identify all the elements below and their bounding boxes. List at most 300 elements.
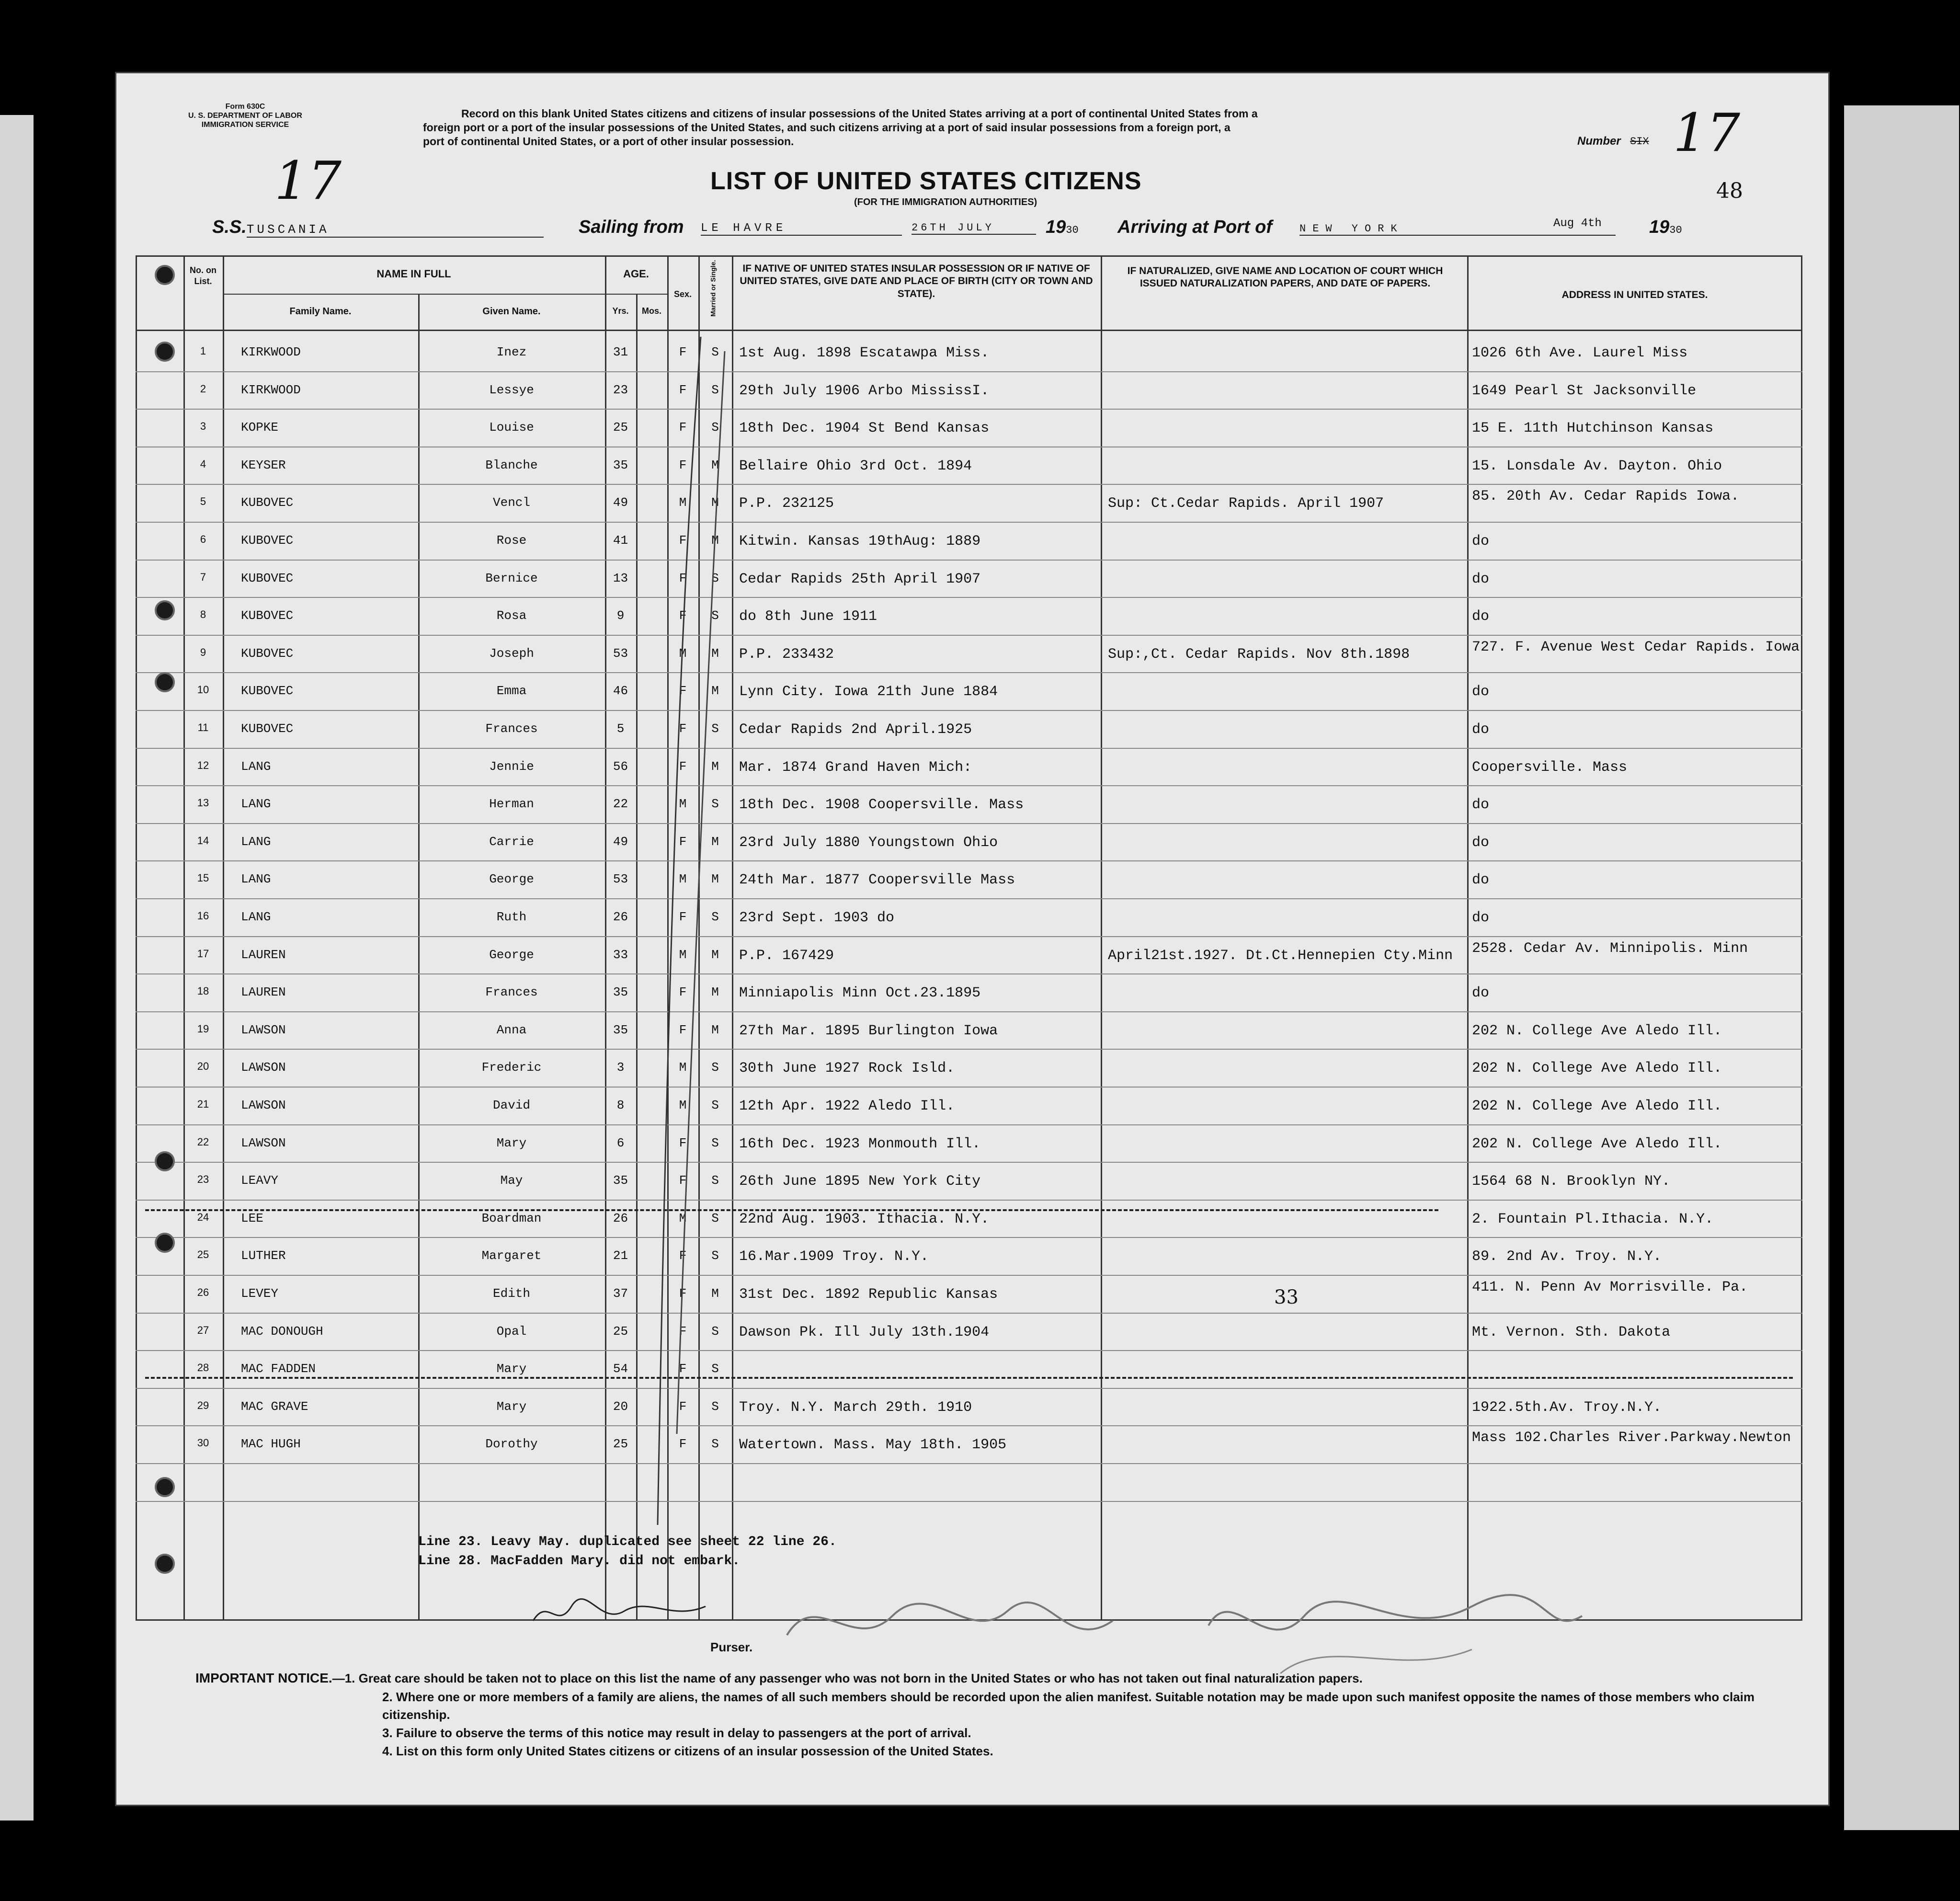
cell-given: Edith xyxy=(492,1286,530,1301)
row-rule xyxy=(136,973,1802,974)
cell-addr: 727. F. Avenue West Cedar Rapids. Iowa xyxy=(1472,639,1800,655)
cell-addr: 1649 Pearl St Jacksonville xyxy=(1472,382,1697,399)
right-page-edge xyxy=(1844,105,1959,1830)
cell-addr: do xyxy=(1472,872,1490,889)
row-rule xyxy=(136,409,1802,410)
binder-hole xyxy=(155,600,175,620)
cell-yrs: 21 xyxy=(613,1248,628,1263)
cell-yrs: 53 xyxy=(613,872,628,887)
cell-yrs: 56 xyxy=(613,759,628,774)
cell-addr: 89. 2nd Av. Troy. N.Y. xyxy=(1472,1248,1662,1265)
year-prefix: 19 xyxy=(1649,217,1670,237)
cell-yrs: 26 xyxy=(613,1211,628,1225)
cell-sex: F xyxy=(679,1173,687,1188)
cell-addr: 2528. Cedar Av. Minnipolis. Minn xyxy=(1472,940,1748,957)
cell-family: LANG xyxy=(241,759,271,774)
cell-sex: F xyxy=(679,533,687,548)
check-marks xyxy=(643,332,758,1530)
col-divider xyxy=(636,294,638,1621)
col-divider xyxy=(1467,255,1469,1621)
cell-given: May xyxy=(500,1173,523,1188)
header-yrs: Yrs. xyxy=(612,306,629,316)
cell-given: Vencl xyxy=(492,495,530,510)
cell-ms: S xyxy=(711,1437,719,1452)
notice-line-1 xyxy=(195,1669,1814,1688)
cell-yrs: 35 xyxy=(613,1022,628,1037)
cell-yrs: 35 xyxy=(613,458,628,472)
header-bottom xyxy=(136,330,1802,331)
cell-yrs: 13 xyxy=(613,571,628,585)
row-rule xyxy=(136,672,1802,673)
cell-ms: S xyxy=(711,721,719,736)
sail-year-value: 30 xyxy=(1066,224,1079,236)
cell-birth: Minniapolis Minn Oct.23.1895 xyxy=(739,985,981,1002)
cell-nat: Sup: Ct.Cedar Rapids. April 1907 xyxy=(1108,495,1384,512)
arrival-date: Aug 4th xyxy=(1553,217,1602,230)
cell-birth: Watertown. Mass. May 18th. 1905 xyxy=(739,1437,1007,1454)
cell-family: LUTHER xyxy=(241,1248,286,1263)
cell-family: MAC FADDEN xyxy=(241,1362,316,1376)
cell-sex: F xyxy=(679,608,687,623)
check-mark-stroke xyxy=(658,337,701,1525)
cell-given: Mary xyxy=(496,1362,527,1376)
cell-no: 16 xyxy=(197,910,209,922)
row-rule xyxy=(136,1124,1802,1125)
cell-birth: P.P. 167429 xyxy=(739,947,834,964)
cell-ms: M xyxy=(711,759,719,774)
cell-given: Anna xyxy=(496,1022,527,1037)
signature-stroke xyxy=(1208,1595,1582,1630)
row-rule xyxy=(136,1087,1802,1088)
cell-yrs: 46 xyxy=(613,684,628,699)
cell-family: LAWSON xyxy=(241,1022,286,1037)
cell-ms: M xyxy=(711,533,719,548)
cell-no: 25 xyxy=(197,1248,209,1261)
cell-ms: M xyxy=(711,684,719,699)
row-rule xyxy=(136,710,1802,711)
cell-no: 17 xyxy=(197,947,209,960)
cell-family: KEYSER xyxy=(241,458,286,472)
cell-no: 19 xyxy=(197,1022,209,1035)
col-divider xyxy=(223,255,224,1621)
cell-given: David xyxy=(492,1098,530,1112)
cell-birth: 18th Dec. 1904 St Bend Kansas xyxy=(739,420,990,437)
cell-yrs: 54 xyxy=(613,1362,628,1376)
cell-nat: Sup:,Ct. Cedar Rapids. Nov 8th.1898 xyxy=(1108,646,1410,663)
cell-given: Blanche xyxy=(485,458,538,472)
cell-sex: M xyxy=(679,1060,687,1075)
cell-family: LAUREN xyxy=(241,985,286,1000)
cell-family: MAC GRAVE xyxy=(241,1399,308,1414)
cell-birth: 29th July 1906 Arbo MississI. xyxy=(739,382,990,399)
cell-birth: 16.Mar.1909 Troy. N.Y. xyxy=(739,1248,929,1265)
arrival-port: NEW YORK xyxy=(1299,223,1616,236)
cell-yrs: 25 xyxy=(613,1324,628,1339)
header-married-single: Married or Single. xyxy=(709,260,717,317)
cell-nat: April21st.1927. Dt.Ct.Hennepien Cty.Minn xyxy=(1108,947,1453,964)
cell-given: Jennie xyxy=(489,759,534,774)
cell-birth: 23rd July 1880 Youngstown Ohio xyxy=(739,834,998,851)
cell-addr: 202 N. College Ave Aledo Ill. xyxy=(1472,1022,1722,1039)
cell-addr: Coopersville. Mass xyxy=(1472,759,1628,776)
cell-given: Mary xyxy=(496,1399,527,1414)
cell-given: Frances xyxy=(485,985,538,1000)
cell-birth: Lynn City. Iowa 21th June 1884 xyxy=(739,684,998,700)
cell-given: George xyxy=(489,947,534,962)
cell-yrs: 41 xyxy=(613,533,628,548)
cell-yrs: 5 xyxy=(616,721,625,736)
cell-family: LANG xyxy=(241,797,271,812)
cell-family: KUBOVEC xyxy=(241,571,294,585)
cell-sex: F xyxy=(679,910,687,924)
from-port: LE HAVRE xyxy=(701,222,902,236)
cell-addr: Mass 102.Charles River.Parkway.Newton xyxy=(1472,1430,1791,1446)
form-id-block xyxy=(188,102,302,130)
cell-family: LEAVY xyxy=(241,1173,279,1188)
cell-birth: 22nd Aug. 1903. Ithacia. N.Y. xyxy=(739,1211,990,1227)
cell-addr: 202 N. College Ave Aledo Ill. xyxy=(1472,1098,1722,1114)
ship-label: S.S. xyxy=(212,217,247,237)
cell-sex: M xyxy=(679,947,687,962)
cell-sex: M xyxy=(679,495,687,510)
cell-addr: do xyxy=(1472,721,1490,738)
cell-no: 10 xyxy=(197,684,209,696)
cell-no: 13 xyxy=(197,797,209,809)
list-subtitle: (FOR THE IMMIGRATION AUTHORITIES) xyxy=(854,197,1037,207)
notice-item-4: 4. List on this form only United States citizens or citizens of an insular possession of the United States. xyxy=(382,1743,993,1758)
cell-ms: S xyxy=(711,1362,719,1376)
cell-no: 3 xyxy=(200,420,206,433)
header-no: No. on List. xyxy=(190,265,217,286)
cell-family: KUBOVEC xyxy=(241,684,294,699)
header-mos: Mos. xyxy=(641,306,661,316)
left-page-edge xyxy=(0,115,34,1821)
row-rule xyxy=(136,635,1802,636)
cell-given: Frances xyxy=(485,721,538,736)
cell-no: 21 xyxy=(197,1098,209,1110)
cell-given: Frederic xyxy=(481,1060,542,1075)
cell-given: Inez xyxy=(496,345,527,359)
cell-no: 23 xyxy=(197,1173,209,1186)
cell-sex: F xyxy=(679,1135,687,1150)
cell-sex: F xyxy=(679,382,687,397)
cell-ms: S xyxy=(711,382,719,397)
cell-birth: Bellaire Ohio 3rd Oct. 1894 xyxy=(739,458,972,474)
cell-no: 27 xyxy=(197,1324,209,1336)
cell-no: 2 xyxy=(200,382,206,395)
instruction-line: foreign port or a port of the insular possessions of the United States, and such citizens arriving at a port of said insular possessions from a foreign port, a xyxy=(423,121,1231,134)
cell-yrs: 35 xyxy=(613,985,628,1000)
cell-sex: F xyxy=(679,759,687,774)
number-label: Number xyxy=(1577,135,1621,148)
cell-no: 28 xyxy=(197,1362,209,1374)
cell-birth: 12th Apr. 1922 Aledo Ill. xyxy=(739,1098,955,1114)
cell-ms: M xyxy=(711,872,719,887)
cell-given: Ruth xyxy=(496,910,527,924)
cell-given: Bernice xyxy=(485,571,538,585)
cell-no: 6 xyxy=(200,533,206,545)
header-family-name: Family Name. xyxy=(289,306,352,317)
cell-no: 22 xyxy=(197,1135,209,1148)
row-rule xyxy=(136,597,1802,598)
cell-sex: F xyxy=(679,420,687,435)
cell-no: 29 xyxy=(197,1399,209,1411)
cell-no: 4 xyxy=(200,458,206,470)
cell-ms: S xyxy=(711,1211,719,1225)
cell-birth: Troy. N.Y. March 29th. 1910 xyxy=(739,1399,972,1416)
row-rule xyxy=(136,1200,1802,1201)
cell-no: 30 xyxy=(197,1437,209,1449)
cell-family: KIRKWOOD xyxy=(241,382,301,397)
number-handwritten: 17 xyxy=(1673,102,1740,163)
cell-given: Rose xyxy=(496,533,527,548)
cell-addr: do xyxy=(1472,684,1490,700)
cell-family: KUBOVEC xyxy=(241,721,294,736)
cell-given: Lessye xyxy=(489,382,534,397)
row-rule xyxy=(136,1313,1802,1314)
row-rule xyxy=(136,1237,1802,1238)
cell-ms: M xyxy=(711,495,719,510)
cell-family: KUBOVEC xyxy=(241,533,294,548)
notice-item-2: 2. Where one or more members of a family are aliens, the names of all such members should be recorded upon the alien manifest. Suitable notation may be made upon such manifest opposite the names of those members who claim citizenship. xyxy=(382,1689,1755,1722)
cell-addr: do xyxy=(1472,533,1490,550)
binder-hole xyxy=(155,1151,175,1171)
cell-yrs: 23 xyxy=(613,382,628,397)
cell-given: Louise xyxy=(489,420,534,435)
cell-addr: 202 N. College Ave Aledo Ill. xyxy=(1472,1135,1722,1152)
header-age: AGE. xyxy=(623,268,649,280)
cell-sex: F xyxy=(679,345,687,359)
important-notice xyxy=(195,1669,1814,1760)
cell-yrs: 22 xyxy=(613,797,628,812)
cell-no: 8 xyxy=(200,608,206,621)
cell-ms: S xyxy=(711,345,719,359)
row-rule xyxy=(136,1463,1802,1464)
col-divider xyxy=(1101,255,1102,1621)
cell-family: LANG xyxy=(241,872,271,887)
cell-family: LAWSON xyxy=(241,1135,286,1150)
row-rule xyxy=(136,1501,1802,1502)
cell-addr: 411. N. Penn Av Morrisville. Pa. xyxy=(1472,1280,1748,1295)
cell-ms: S xyxy=(711,1135,719,1150)
header-birth: IF NATIVE OF UNITED STATES INSULAR POSSESSION OR IF NATIVE OF UNITED STATES, GIVE DATE AND PLACE OF BIRTH (CITY OR TOWN AND STATE). xyxy=(740,263,1093,299)
cell-birth: 1st Aug. 1898 Escatawpa Miss. xyxy=(739,345,990,361)
row-rule xyxy=(136,484,1802,485)
service-name: IMMIGRATION SERVICE xyxy=(201,121,289,129)
cell-given: Dorothy xyxy=(485,1437,538,1452)
cancel-line-row-28 xyxy=(145,1377,1793,1379)
number-printed: SIX xyxy=(1630,136,1649,148)
cell-addr: 1026 6th Ave. Laurel Miss xyxy=(1472,345,1688,361)
manifest-page xyxy=(115,72,1830,1806)
cell-sex: F xyxy=(679,571,687,585)
cell-yrs: 26 xyxy=(613,910,628,924)
cell-no: 15 xyxy=(197,872,209,884)
cell-birth: 26th June 1895 New York City xyxy=(739,1173,981,1190)
sail-year xyxy=(1046,217,1079,238)
cell-yrs: 35 xyxy=(613,1173,628,1188)
arriving-label: Arriving at Port of xyxy=(1117,217,1273,237)
header-name-in-full: NAME IN FULL xyxy=(376,268,451,280)
purser-signature xyxy=(528,1592,710,1635)
cell-yrs: 20 xyxy=(613,1399,628,1414)
cell-family: KUBOVEC xyxy=(241,646,294,661)
cell-sex: F xyxy=(679,458,687,472)
cell-family: MAC DONOUGH xyxy=(241,1324,323,1339)
cell-addr: 202 N. College Ave Aledo Ill. xyxy=(1472,1060,1722,1077)
binder-hole xyxy=(155,265,175,285)
cell-addr: 85. 20th Av. Cedar Rapids Iowa. xyxy=(1472,489,1740,505)
row-rule xyxy=(136,1388,1802,1389)
cell-ms: M xyxy=(711,1022,719,1037)
signature-stroke xyxy=(533,1599,706,1621)
cell-sex: F xyxy=(679,1324,687,1339)
cell-sex: F xyxy=(679,1286,687,1301)
cell-birth: 27th Mar. 1895 Burlington Iowa xyxy=(739,1022,998,1039)
header-sex: Sex. xyxy=(673,289,692,299)
sailing-label: Sailing from xyxy=(579,217,684,237)
cell-yrs: 25 xyxy=(613,1437,628,1452)
cell-family: KUBOVEC xyxy=(241,495,294,510)
cell-birth: Dawson Pk. Ill July 13th.1904 xyxy=(739,1324,990,1340)
ship-name: TUSCANIA xyxy=(247,222,544,238)
col-divider xyxy=(418,294,420,1621)
notice-item-1: —1. Great care should be taken not to place on this list the name of any passenger who was not born in the United States or who has not taken out final naturalization papers. xyxy=(332,1671,1363,1685)
cell-no: 1 xyxy=(200,345,206,357)
voyage-line xyxy=(212,217,544,238)
binder-hole xyxy=(155,1477,175,1497)
cell-addr: do xyxy=(1472,910,1490,926)
arrival-year-value: 30 xyxy=(1669,224,1682,236)
header-naturalized: IF NATURALIZED, GIVE NAME AND LOCATION OF COURT WHICH ISSUED NATURALIZATION PAPERS, AND DATE OF PAPERS. xyxy=(1127,265,1443,289)
cell-birth: 30th June 1927 Rock Isld. xyxy=(739,1060,955,1077)
cell-addr: 2. Fountain Pl.Ithacia. N.Y. xyxy=(1472,1211,1714,1227)
binder-hole xyxy=(155,342,175,362)
cell-yrs: 8 xyxy=(616,1098,625,1112)
cell-no: 7 xyxy=(200,571,206,583)
cell-given: Carrie xyxy=(489,834,534,849)
cell-family: LANG xyxy=(241,834,271,849)
cell-birth: Cedar Rapids 2nd April.1925 xyxy=(739,721,972,738)
cell-ms: M xyxy=(711,985,719,1000)
cell-addr: 15 E. 11th Hutchinson Kansas xyxy=(1472,420,1714,437)
cancel-line-row-23 xyxy=(145,1209,1438,1211)
cell-addr: do xyxy=(1472,797,1490,813)
cell-given: Boardman xyxy=(481,1211,542,1225)
cell-no: 14 xyxy=(197,834,209,847)
cell-no: 18 xyxy=(197,985,209,997)
notice-label: IMPORTANT NOTICE. xyxy=(195,1671,332,1685)
instructions-block xyxy=(423,107,1258,148)
cell-yrs: 9 xyxy=(616,608,625,623)
row-rule xyxy=(136,936,1802,937)
cell-ms: S xyxy=(711,1324,719,1339)
cell-no: 11 xyxy=(197,721,209,733)
cell-no: 24 xyxy=(197,1211,209,1223)
row-rule xyxy=(136,1425,1802,1426)
cell-birth: do 8th June 1911 xyxy=(739,608,877,625)
cell-addr: do xyxy=(1472,985,1490,1002)
binder-hole xyxy=(155,672,175,692)
cell-ms: M xyxy=(711,834,719,849)
cell-ms: S xyxy=(711,1173,719,1188)
cell-family: LAWSON xyxy=(241,1060,286,1075)
cell-family: KIRKWOOD xyxy=(241,345,301,359)
header-divider xyxy=(223,294,667,295)
footnote-1: Line 23. Leavy May. duplicated see sheet 22 line 26. xyxy=(418,1535,837,1549)
cell-given: Margaret xyxy=(481,1248,542,1263)
sail-date: 26TH JULY xyxy=(912,222,1036,235)
cell-given: Emma xyxy=(496,684,527,699)
cell-ms: S xyxy=(711,797,719,812)
cell-birth: 23rd Sept. 1903 do xyxy=(739,910,895,926)
cell-family: MAC HUGH xyxy=(241,1437,301,1452)
department-name: U. S. DEPARTMENT OF LABOR xyxy=(188,112,302,120)
cell-sex: F xyxy=(679,721,687,736)
cell-family: LEVEY xyxy=(241,1286,279,1301)
notice-item-3: 3. Failure to observe the terms of this notice may result in delay to passengers at the port of arrival. xyxy=(382,1725,971,1740)
cell-birth: 31st Dec. 1892 Republic Kansas xyxy=(739,1286,998,1303)
row-rule xyxy=(136,1350,1802,1351)
cell-given: Joseph xyxy=(489,646,534,661)
cell-addr: do xyxy=(1472,834,1490,851)
cell-given: Mary xyxy=(496,1135,527,1150)
cell-family: LANG xyxy=(241,910,271,924)
cell-addr: 1564 68 N. Brooklyn NY. xyxy=(1472,1173,1671,1190)
cell-addr: do xyxy=(1472,608,1490,625)
row-rule xyxy=(136,785,1802,786)
cell-addr: 15. Lonsdale Av. Dayton. Ohio xyxy=(1472,458,1722,474)
row-rule xyxy=(136,748,1802,749)
cell-family: KUBOVEC xyxy=(241,608,294,623)
cell-sex: F xyxy=(679,1399,687,1414)
cell-family: LEE xyxy=(241,1211,263,1225)
cell-sex: F xyxy=(679,985,687,1000)
cell-yrs: 49 xyxy=(613,834,628,849)
cell-ms: S xyxy=(711,1098,719,1112)
cell-sex: F xyxy=(679,1437,687,1452)
cell-yrs: 6 xyxy=(616,1135,625,1150)
inspector-signature xyxy=(777,1568,1592,1678)
cell-birth: Cedar Rapids 25th April 1907 xyxy=(739,571,981,587)
cell-sex: F xyxy=(679,1022,687,1037)
cell-ms: S xyxy=(711,1248,719,1263)
form-number: Form 630C xyxy=(225,103,265,111)
row-rule xyxy=(136,898,1802,899)
year-prefix: 19 xyxy=(1046,217,1066,237)
cell-sex: F xyxy=(679,1248,687,1263)
cell-yrs: 33 xyxy=(613,947,628,962)
cell-birth: P.P. 233432 xyxy=(739,646,834,663)
cell-family: LAUREN xyxy=(241,947,286,962)
row-rule xyxy=(136,1049,1802,1050)
cell-yrs: 3 xyxy=(616,1060,625,1075)
row-rule xyxy=(136,371,1802,372)
signature-stroke xyxy=(787,1603,1113,1635)
cell-ms: M xyxy=(711,458,719,472)
row-rule xyxy=(136,823,1802,824)
cell-birth: P.P. 232125 xyxy=(739,495,834,512)
cell-addr: Mt. Vernon. Sth. Dakota xyxy=(1472,1324,1671,1340)
cell-sex: F xyxy=(679,684,687,699)
row-rule xyxy=(136,1011,1802,1012)
cell-sex: F xyxy=(679,834,687,849)
list-title: LIST OF UNITED STATES CITIZENS xyxy=(710,167,1142,195)
cell-addr: 1922.5th.Av. Troy.N.Y. xyxy=(1472,1399,1662,1416)
purser-label: Purser. xyxy=(710,1640,753,1654)
row-rule xyxy=(136,860,1802,861)
arrival-year xyxy=(1649,217,1682,238)
